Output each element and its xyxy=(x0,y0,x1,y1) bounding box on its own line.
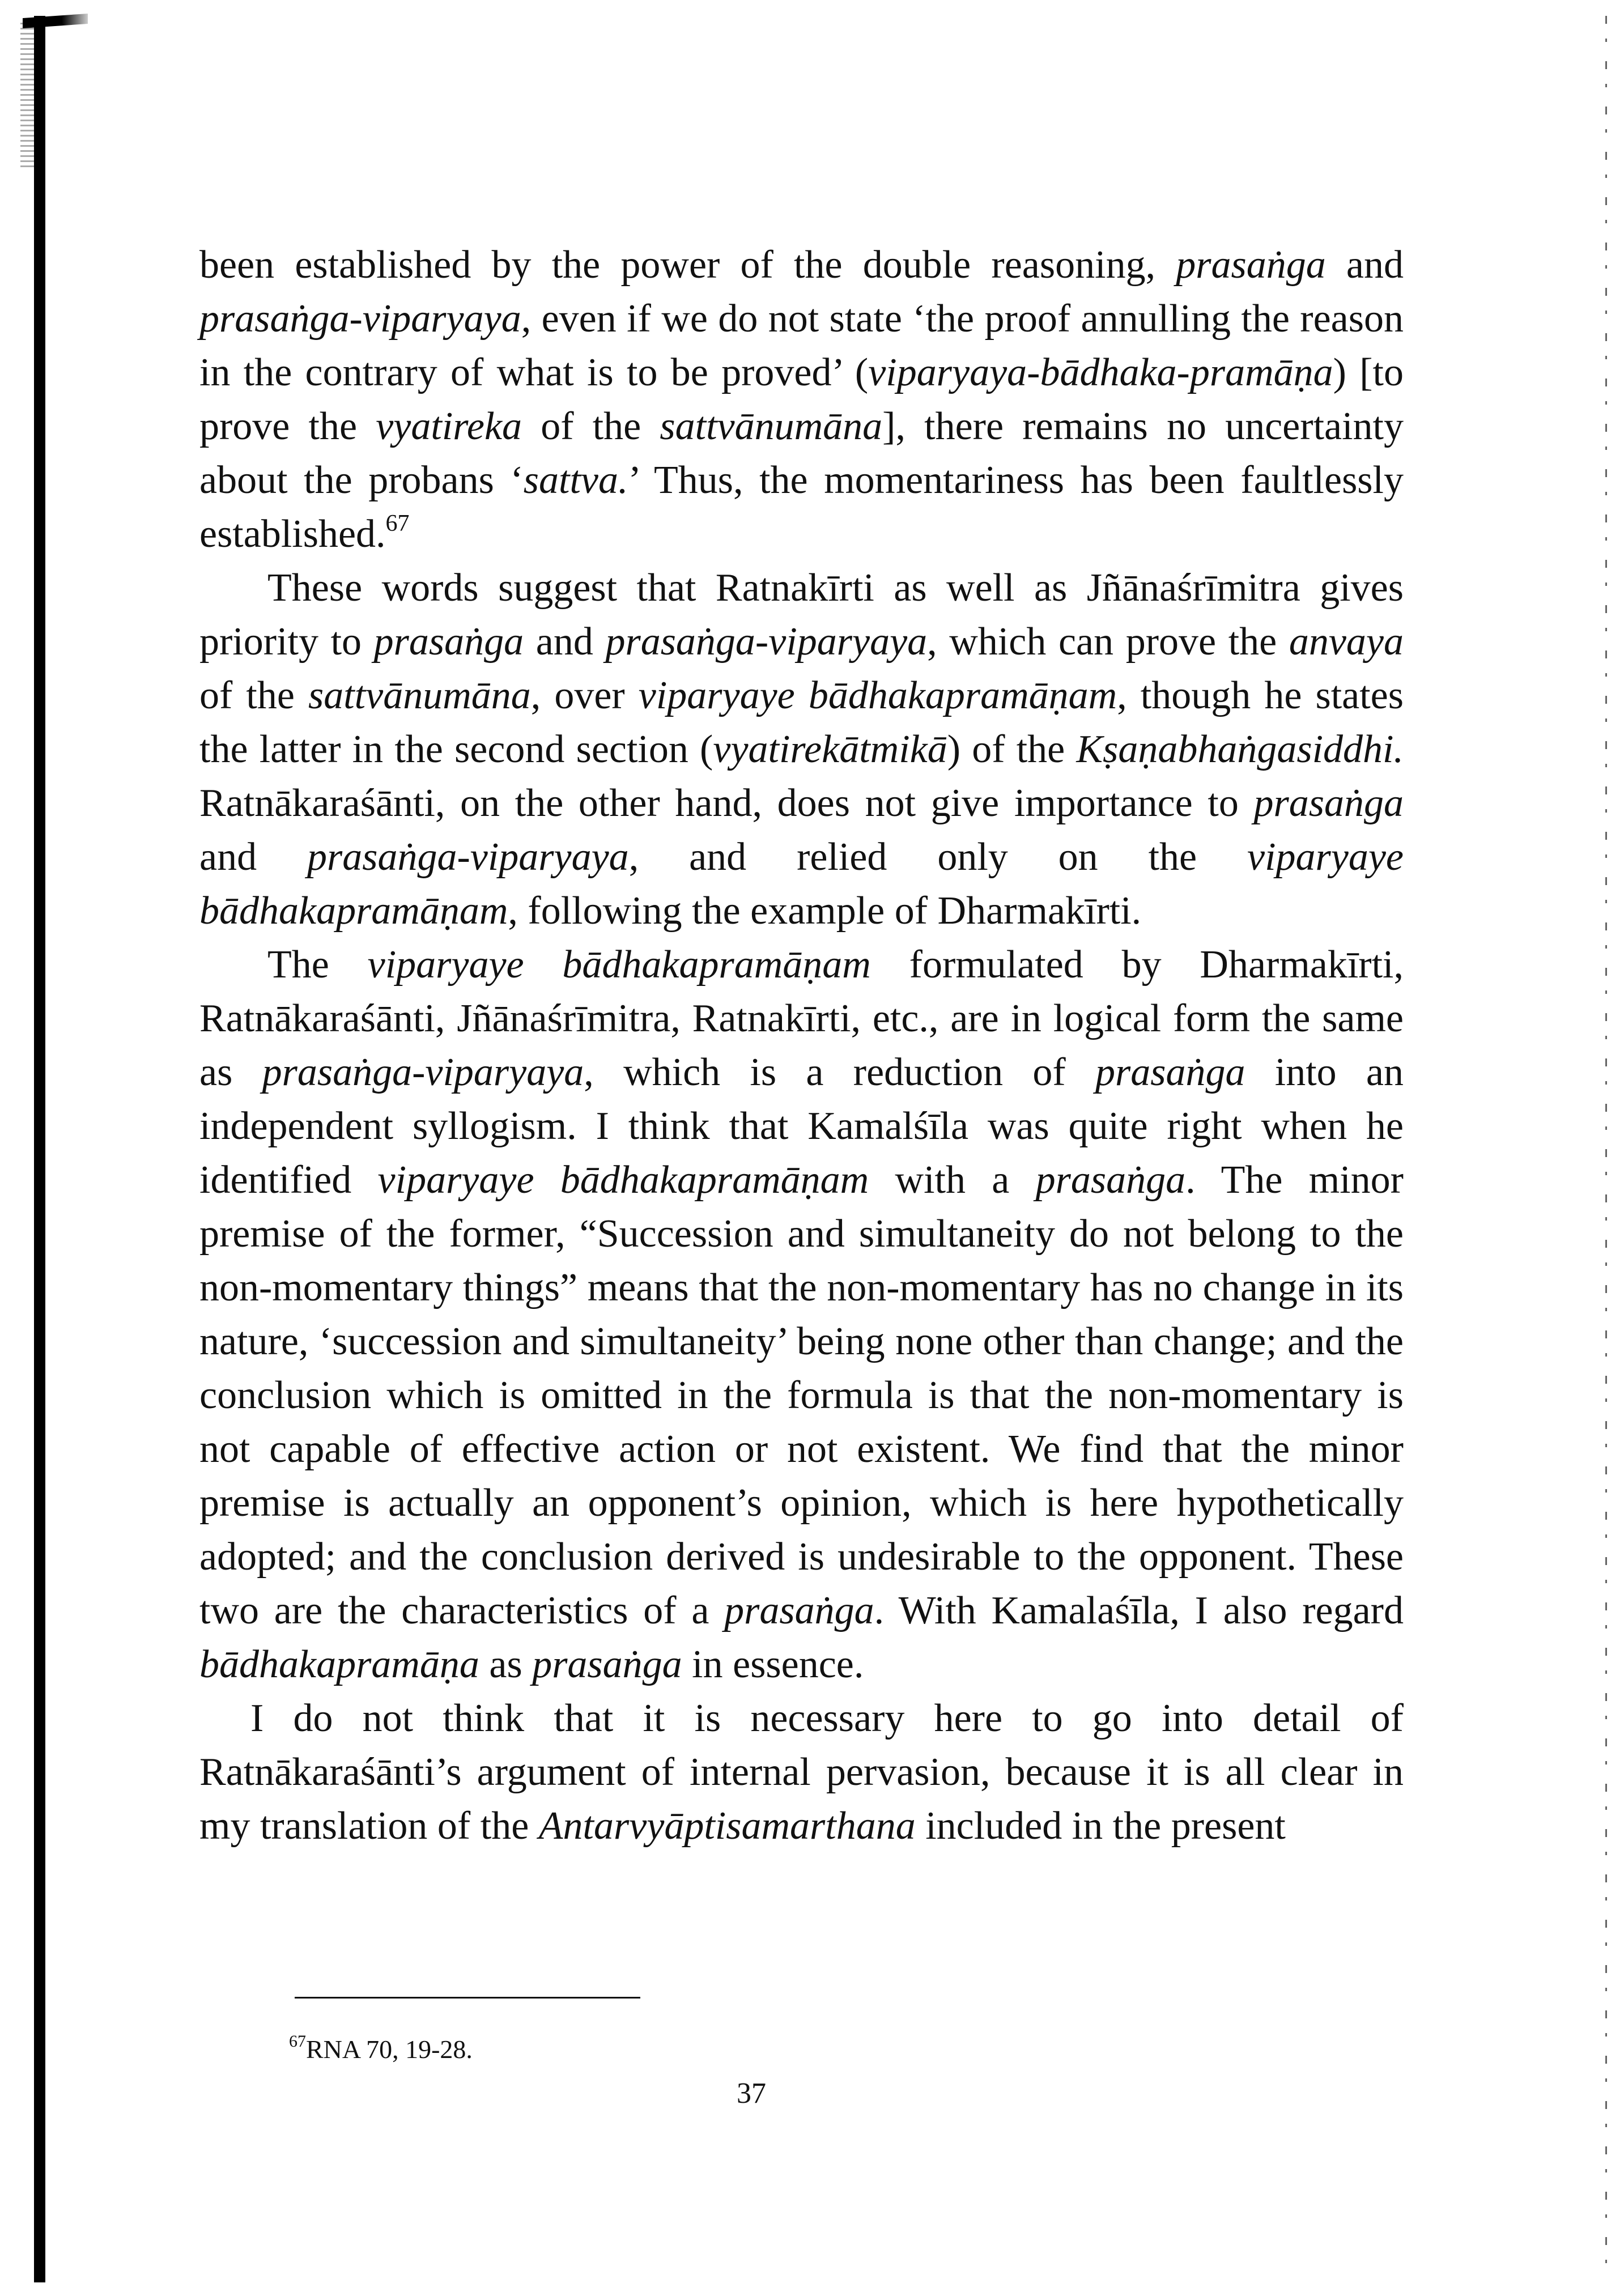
text-run: in essence. xyxy=(682,1643,864,1686)
text-run: ’ Thus, the momentariness has been faultlessly established. xyxy=(199,458,1404,556)
footnote-reference: 67 xyxy=(385,511,410,537)
scan-right-edge xyxy=(1605,16,1607,2282)
body-text xyxy=(199,238,1404,1853)
text-run: into an independent syllogism. I think that Kamalśīla was quite right when he identified xyxy=(199,1051,1404,1202)
text-run: been established by the power of the double reasoning, xyxy=(199,243,1176,287)
text-run: , though he states the latter in the second section ( xyxy=(199,674,1404,771)
footnote-text: RNA 70, 19-28. xyxy=(306,2035,473,2064)
text-run: included in the present xyxy=(915,1804,1286,1848)
sanskrit-term: sattvānumāna xyxy=(308,674,531,717)
sanskrit-term: vyatirekātmikā xyxy=(713,728,947,771)
sanskrit-term: prasaṅga xyxy=(1253,781,1404,825)
text-run: These words suggest that Ratnakīrti as well as Jñānaśrīmitra gives priority to xyxy=(199,566,1404,664)
text-run: formulated by Dharmakīrti, Ratnākaraśānti, Jñānaśrīmitra, Ratnakīrti, etc., are in logical form the same as xyxy=(199,943,1404,1094)
text-run: , which can prove the xyxy=(927,620,1289,664)
paragraph xyxy=(199,938,1404,1691)
sanskrit-term: viparyaye bādhakapramāṇam xyxy=(377,1158,869,1202)
text-run: . The minor premise of the former, “Succession and simultaneity do not belong to the non-momentary things” means that the non-momentary has no change in its nature, ‘succession and simultaneity’ being none other than change; and the conclusion which is omitted in the formula is that the non-momentary is not capable of effective action or not existent. We find that the minor premise is actually an opponent’s opinion, which is here hypothetically adopted; and the conclusion derived is undesirable to the opponent. These two are the characteristics of a xyxy=(199,1158,1404,1632)
sanskrit-term: prasaṅga-viparyaya xyxy=(605,620,928,664)
text-run: and xyxy=(199,835,307,879)
sanskrit-term: sattva. xyxy=(523,458,628,502)
text-run: , and relied only on the xyxy=(628,835,1248,879)
scan-noise xyxy=(20,23,36,170)
sanskrit-term: Antarvyāptisamarthana xyxy=(538,1804,916,1848)
text-run: and xyxy=(524,620,606,664)
footnote-marker: 67 xyxy=(289,2032,306,2051)
sanskrit-term: prasaṅga-viparyaya xyxy=(307,835,629,879)
text-run: The xyxy=(267,943,368,987)
sanskrit-term: viparyaye bādhakapramāṇam xyxy=(367,943,871,987)
scan-binding-edge xyxy=(34,16,45,2282)
sanskrit-term: vyatireka xyxy=(376,405,522,448)
text-run: of the xyxy=(199,674,308,717)
footnote-divider xyxy=(295,1997,640,1999)
text-run: with a xyxy=(869,1158,1036,1202)
paragraph xyxy=(199,561,1404,938)
footnote-67 xyxy=(289,2034,473,2064)
text-run: , following the example of Dharmakīrti. xyxy=(508,889,1142,933)
text-run: as xyxy=(479,1643,533,1686)
text-run: and xyxy=(1325,243,1404,287)
sanskrit-term: anvaya xyxy=(1289,620,1404,664)
text-run: ], there remains no uncertainty about the probans ‘ xyxy=(199,405,1404,502)
text-run: , even if we do not state ‘the proof annulling the reason in the contrary of what is to be proved’ ( xyxy=(199,297,1404,394)
sanskrit-term: bādhakapramāṇa xyxy=(199,1643,479,1686)
paragraph xyxy=(199,238,1404,561)
sanskrit-term: prasaṅga xyxy=(373,620,524,664)
sanskrit-term: prasaṅga xyxy=(532,1643,682,1686)
sanskrit-term: prasaṅga xyxy=(1095,1051,1245,1094)
sanskrit-term: prasaṅga xyxy=(724,1589,874,1632)
sanskrit-term: Kṣaṇabhaṅgasiddhi. xyxy=(1076,728,1404,771)
text-run: . With Kamalaśīla, I also regard xyxy=(874,1589,1404,1632)
sanskrit-term: prasaṅga xyxy=(1176,243,1326,287)
sanskrit-term: viparyaye bādhakapramāṇam xyxy=(199,835,1404,933)
sanskrit-term: sattvānumāna xyxy=(660,405,883,448)
text-run: ) of the xyxy=(947,728,1077,771)
text-run: of the xyxy=(522,405,660,448)
paragraph xyxy=(199,1691,1404,1853)
text-run: ) [to prove the xyxy=(199,351,1404,448)
page-number: 37 xyxy=(737,2077,766,2110)
text-run: I do not think that it is necessary here to go into detail of Ratnākaraśānti’s argument of internal pervasion, because it is all clear in my translation of the xyxy=(199,1697,1404,1848)
text-run: , over xyxy=(530,674,639,717)
text-run: , which is a reduction of xyxy=(584,1051,1095,1094)
sanskrit-term: viparyaye bādhakapramāṇam xyxy=(638,674,1117,717)
text-run: Ratnākaraśānti, on the other hand, does not give importance to xyxy=(199,781,1254,825)
sanskrit-term: prasaṅga-viparyaya xyxy=(262,1051,584,1094)
sanskrit-term: prasaṅga xyxy=(1035,1158,1186,1202)
sanskrit-term: viparyaya-bādhaka-pramāṇa xyxy=(868,351,1333,394)
sanskrit-term: prasaṅga-viparyaya xyxy=(199,297,521,341)
